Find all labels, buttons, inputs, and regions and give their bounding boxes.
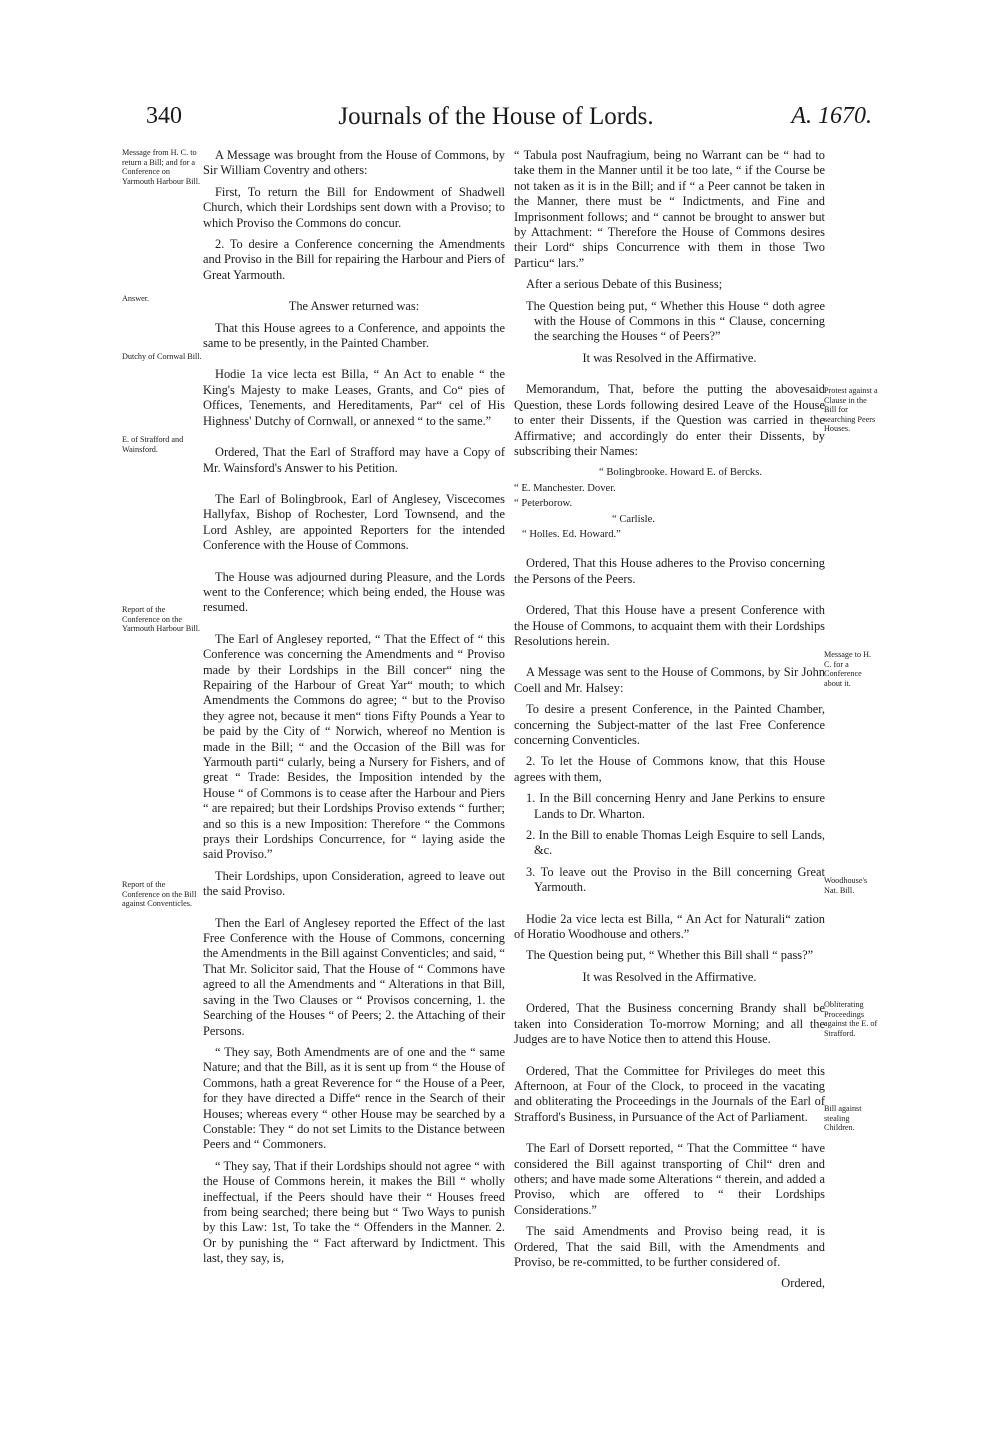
margin-note: Dutchy of Cornwal Bill. [122,352,202,361]
paragraph: It was Resolved in the Affirmative. [582,969,757,984]
right-column [514,148,825,1298]
catchword: Ordered, [781,1276,825,1291]
paragraph: The Answer returned was: [288,299,420,314]
margin-note: Bill against stealing Children. [824,1104,862,1133]
paragraph: Their Lordships, upon Consideration, agreed to leave out the said Proviso. [203,868,505,899]
paragraph: Memorandum, That, before the putting the abovesaid Question, these Lords following desired Leave of the House to enter their Dissents, if the Question was carried in the Affirmative; and accordingly do enter their Dissents, by subscribing their Names: [514,382,825,458]
paragraph: The House was adjourned during Pleasure, and the Lords went to the Conference; which being ended, the House was resumed. [203,569,505,615]
paragraph: Ordered, That the Business concerning Brandy shall be taken into Consideration To-morrow Morning; and all the Judges are to have Notice then to attend this House. [514,1001,825,1047]
paragraph: 2. In the Bill to enable Thomas Leigh Esquire to sell Lands, &c. [526,828,825,858]
margin-note: Woodhouse's Nat. Bill. [824,876,868,895]
margin-note: Obliterating Proceedings against the E. of Strafford. [824,1000,878,1038]
margin-note: Answer. [122,294,150,303]
dissent-name: “ Bolingbrooke. Howard E. of Bercks. [599,467,762,479]
dissent-name: “ Peterborow. [514,498,573,510]
margin-note: Message from H. C. to return a Bill; and for a Conference on Yarmouth Harbour Bill. [122,148,201,186]
paragraph: The said Amendments and Proviso being read, it is Ordered, That the said Bill, with the Amendments and Proviso, be re-committed, to be further considered of. [514,1224,825,1269]
dissent-name: “ E. Manchester. Dover. [514,482,616,494]
paragraph: “ They say, Both Amendments are of one and the “ same Nature; and that the Bill, as it is sent up from “ the House of Commons, hath a great Reverence for “ the House of a Peer, for they have directed a Diffe“ rence in the Search of their Houses; whereas every “ other House may be searched by a Constable: They “ do not set Limits to the Distance between Peers and “ Commoners. [203,1044,505,1152]
margin-note: Report of the Conference on the Yarmouth Harbour Bill. [122,605,201,634]
margin-note: E. of Strafford and Wainsford. [122,435,184,454]
page-year: A. 1670. [791,103,872,129]
paragraph: The Earl of Bolingbrook, Earl of Anglesey, Viscecomes Hallyfax, Bishop of Rochester, Lord Townsend, and the Lord Ashley, are appointed Reporters for the intended Conference with the House of Commons. [203,491,505,553]
paragraph: A Message was brought from the House of Commons, by Sir William Coventry and others: [203,148,505,178]
paragraph: Ordered, That this House adheres to the Proviso concerning the Persons of the Peers. [514,556,825,586]
paragraph: Ordered, That the Earl of Strafford may have a Copy of Mr. Wainsford's Answer to his Petition. [203,445,505,475]
paragraph: After a serious Debate of this Business; [526,277,723,292]
dissent-name: “ Holles. Ed. Howard.” [522,528,621,540]
paragraph: Then the Earl of Anglesey reported the Effect of the last Free Conference with the House of Commons, concerning the Amendments in the Bill against Conventicles; and said, “ That Mr. Solicitor said, That the House of “ Commons have agreed to all the Amendments and “ Alterations in that Bill, saving in the Two Clauses or “ Provisos concerning, 1. the Searching of the Houses “ of Peers; 2. the Attaching of their Persons. [203,915,505,1038]
paragraph: The Earl of Dorsett reported, “ That the Committee “ have considered the Bill against transporting of Chil“ dren and others; and have made some Alterations “ therein, and added a Proviso, which are offered to “ their Lordships Considerations.” [514,1141,825,1217]
paragraph: 3. To leave out the Proviso in the Bill concerning Great Yarmouth. [526,864,825,895]
page-header [0,103,992,143]
paragraph: 2. To let the House of Commons know, that this House agrees with them, [514,754,825,784]
paragraph: “ They say, That if their Lordships should not agree “ with the House of Commons herein, it makes the Bill “ wholly ineffectual, if the Peers should have their “ Houses freed from being searched; there being but “ Two Ways to punish by this Law: 1st, To take the “ Offenders in the Manner. 2. Or by punishing the “ Fact afterward by Indictment. This last, they say, is, [203,1158,505,1266]
paragraph: To desire a present Conference, in the Painted Chamber, concerning the Subject-matter of the last Free Conference concerning Conventicles. [514,702,825,747]
margin-note: Protest against a Clause in the Bill for searching Peers Houses. [824,386,878,434]
paragraph: 1. In the Bill concerning Henry and Jane Perkins to ensure Lands to Dr. Wharton. [526,791,825,821]
left-column [203,148,505,1273]
paragraph: First, To return the Bill for Endowment of Shadwell Church, which their Lordships sent down with a Proviso; to which Proviso the Commons do concur. [203,184,505,230]
paragraph: Ordered, That this House have a present Conference with the House of Commons, to acquaint them with their Lordships Resolutions herein. [514,603,825,648]
dissent-name: “ Carlisle. [612,513,655,525]
paragraph: Ordered, That the Committee for Privileges do meet this Afternoon, at Four of the Clock, to proceed in the vacating and obliterating the Proceedings in the Journals of the Earl of Strafford's Business, in Pursuance of the Act of Parliament. [514,1063,825,1124]
paragraph: The Question being put, “ Whether this House “ doth agree with the House of Commons in this “ Clause, concerning the searching the Houses “ of Peers?” [526,298,825,344]
page-number: 340 [146,103,182,129]
paragraph: 2. To desire a Conference concerning the Amendments and Proviso in the Bill for repairing the Harbour and Piers of Great Yarmouth. [203,237,505,282]
paragraph: The Earl of Anglesey reported, “ That the Effect of “ this Conference was concerning the Amendments and “ Proviso made by their Lordships in the Bill concer“ ning the Repairing of the Harbour of Great Yar“ mouth; to which Amendments the Commons do agree; “ but to the Proviso they agree not, because it men“ tions Fifty Pounds a Year to be paid by the City of “ Norwich, whereof no Mention is made in the Bill; “ and the Occasion of the Bill was for Yarmouth parti“ cularly, being a Nursery for Fishers, and of great “ Trade: Besides, the Imposition intended by the House “ of Commons is to cease after the Harbour and Piers “ are repaired; but their Lordships Proviso extends “ further; and so this is a new Imposition: Therefore “ the Commons prays their Lordships Concurrence, for “ laying aside the said Proviso.” [203,631,505,862]
paragraph: “ Tabula post Naufragium, being no Warrant can be “ had to take them in the Manner until it be too late, “ if the Course be not taken as it is in the Bill; and if “ a Peer cannot be taken in the Manner, there must be “ Indictments, and Fine and Imprisonment follows; and “ cannot be brought to answer but by Attachment: “ Therefore the House of Commons desires their Lord“ ships Concurrence with them in those Two Particu“ lars.” [514,148,825,270]
margin-note: Report of the Conference on the Bill against Conventicles. [122,880,197,909]
paragraph: That this House agrees to a Conference, and appoints the same to be presently, in the Painted Chamber. [203,320,505,351]
margin-note: Message to H. C. for a Conference about it. [824,650,872,688]
paragraph: The Question being put, “ Whether this Bill shall “ pass?” [526,948,814,963]
paragraph: A Message was sent to the House of Commons, by Sir John Coell and Mr. Halsey: [514,665,825,695]
paragraph: Hodie 1a vice lecta est Billa, “ An Act to enable “ the King's Majesty to make Leases, Grants, and Co“ pies of Offices, Tenements, and Hereditaments, Par“ cel of His Highness' Dutchy of Cornwall, or annexed “ to the same.” [203,367,505,428]
paragraph: Hodie 2a vice lecta est Billa, “ An Act for Naturali“ zation of Horatio Woodhouse and others.” [514,911,825,942]
paragraph: It was Resolved in the Affirmative. [582,350,757,365]
page-title: Journals of the House of Lords. [338,103,654,130]
